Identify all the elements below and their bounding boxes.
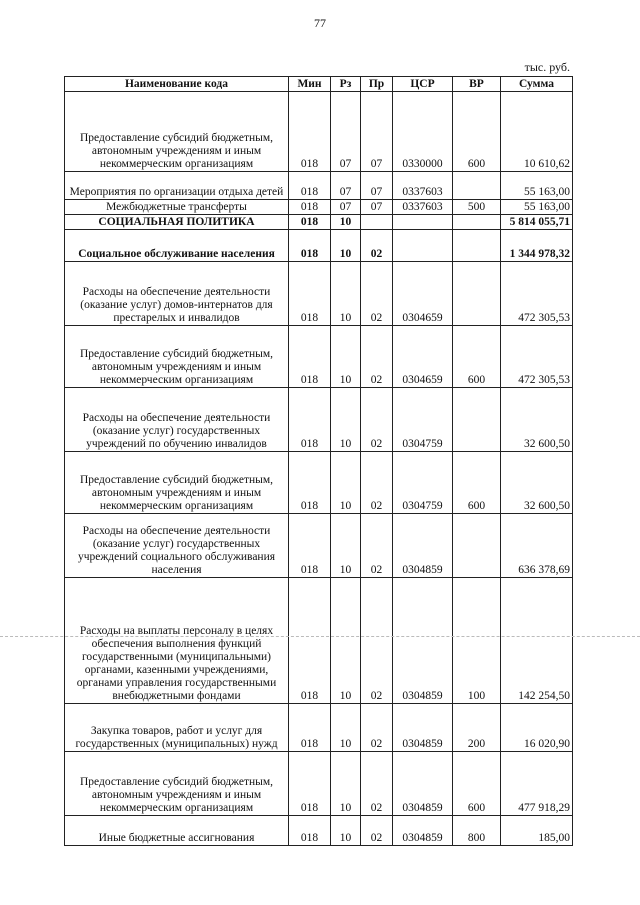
row-vr: 600 (453, 452, 501, 514)
table-row (65, 752, 573, 816)
row-vr (453, 230, 501, 262)
row-vr: 500 (453, 200, 501, 215)
row-sum: 1 344 978,32 (501, 230, 573, 262)
table-row (65, 200, 573, 215)
table-row (65, 514, 573, 578)
table-row (65, 816, 573, 846)
row-min: 018 (289, 514, 331, 578)
header-vr: ВР (453, 77, 501, 92)
row-pr: 02 (361, 704, 393, 752)
row-rz: 10 (331, 452, 361, 514)
row-min: 018 (289, 200, 331, 215)
row-min: 018 (289, 326, 331, 388)
row-min: 018 (289, 172, 331, 200)
row-pr: 02 (361, 262, 393, 326)
row-sum: 32 600,50 (501, 388, 573, 452)
row-name: Расходы на обеспечение деятельности (оказание услуг) государственных учреждений социального обслуживания населения (65, 514, 289, 578)
row-name: Предоставление субсидий бюджетным, автономным учреждениям и иным некоммерческим организациям (65, 752, 289, 816)
row-rz: 10 (331, 230, 361, 262)
row-csr: 0337603 (393, 200, 453, 215)
table-row (65, 326, 573, 388)
header-min: Мин (289, 77, 331, 92)
row-rz: 10 (331, 326, 361, 388)
row-csr: 0330000 (393, 92, 453, 172)
row-sum: 142 254,50 (501, 578, 573, 704)
row-rz: 07 (331, 200, 361, 215)
row-pr (361, 215, 393, 230)
row-name: СОЦИАЛЬНАЯ ПОЛИТИКА (65, 215, 289, 230)
table-row (65, 172, 573, 200)
row-name: Предоставление субсидий бюджетным, автономным учреждениям и иным некоммерческим организациям (65, 452, 289, 514)
row-min: 018 (289, 388, 331, 452)
row-pr: 02 (361, 514, 393, 578)
row-vr: 200 (453, 704, 501, 752)
section-row (65, 215, 573, 230)
row-vr: 600 (453, 326, 501, 388)
row-csr: 0304659 (393, 326, 453, 388)
scan-fold-line (0, 636, 640, 637)
row-rz: 10 (331, 215, 361, 230)
row-csr: 0304859 (393, 752, 453, 816)
row-sum: 55 163,00 (501, 200, 573, 215)
row-csr (393, 215, 453, 230)
row-min: 018 (289, 816, 331, 846)
table-row (65, 578, 573, 704)
row-vr: 600 (453, 92, 501, 172)
row-vr (453, 215, 501, 230)
row-min: 018 (289, 262, 331, 326)
row-pr: 02 (361, 452, 393, 514)
row-pr: 02 (361, 326, 393, 388)
row-sum: 5 814 055,71 (501, 215, 573, 230)
table-row (65, 92, 573, 172)
row-csr: 0304859 (393, 514, 453, 578)
row-vr: 100 (453, 578, 501, 704)
row-csr: 0304859 (393, 578, 453, 704)
row-min: 018 (289, 92, 331, 172)
row-min: 018 (289, 578, 331, 704)
row-name: Иные бюджетные ассигнования (65, 816, 289, 846)
budget-table (64, 76, 573, 846)
row-name: Социальное обслуживание населения (65, 230, 289, 262)
row-name: Закупка товаров, работ и услуг для государственных (муниципальных) нужд (65, 704, 289, 752)
row-sum: 16 020,90 (501, 704, 573, 752)
row-rz: 07 (331, 92, 361, 172)
row-csr: 0304759 (393, 388, 453, 452)
row-pr: 07 (361, 92, 393, 172)
table-row (65, 704, 573, 752)
row-name: Межбюджетные трансферты (65, 200, 289, 215)
row-min: 018 (289, 230, 331, 262)
row-vr: 600 (453, 752, 501, 816)
row-sum: 185,00 (501, 816, 573, 846)
page-number: 77 (314, 16, 326, 30)
row-sum: 477 918,29 (501, 752, 573, 816)
header-name: Наименование кода (65, 77, 289, 92)
row-sum: 10 610,62 (501, 92, 573, 172)
row-pr: 02 (361, 230, 393, 262)
row-csr (393, 230, 453, 262)
row-name: Мероприятия по организации отдыха детей (65, 172, 289, 200)
row-csr: 0304759 (393, 452, 453, 514)
row-min: 018 (289, 704, 331, 752)
header-rz: Рз (331, 77, 361, 92)
row-pr: 02 (361, 816, 393, 846)
row-pr: 02 (361, 388, 393, 452)
table-row (65, 262, 573, 326)
table-row (65, 452, 573, 514)
row-pr: 07 (361, 172, 393, 200)
header-pr: Пр (361, 77, 393, 92)
row-rz: 10 (331, 704, 361, 752)
table-row (65, 388, 573, 452)
row-rz: 10 (331, 752, 361, 816)
row-min: 018 (289, 452, 331, 514)
row-rz: 07 (331, 172, 361, 200)
row-sum: 636 378,69 (501, 514, 573, 578)
row-csr: 0304659 (393, 262, 453, 326)
row-pr: 02 (361, 752, 393, 816)
row-csr: 0304859 (393, 816, 453, 846)
header-sum: Сумма (501, 77, 573, 92)
row-vr (453, 172, 501, 200)
row-sum: 472 305,53 (501, 262, 573, 326)
row-name: Предоставление субсидий бюджетным, автономным учреждениям и иным некоммерческим организациям (65, 92, 289, 172)
row-name: Расходы на обеспечение деятельности (оказание услуг) домов-интернатов для престарелых и инвалидов (65, 262, 289, 326)
row-min: 018 (289, 215, 331, 230)
table-header-row (65, 77, 573, 92)
row-min: 018 (289, 752, 331, 816)
units-label: тыс. руб. (524, 60, 570, 74)
row-name: Расходы на выплаты персоналу в целях обеспечения выполнения функций государственными (муниципальными) органами, казенными учреждениями, органами управления государственными внебюджетными фондами (65, 578, 289, 704)
row-rz: 10 (331, 816, 361, 846)
row-sum: 472 305,53 (501, 326, 573, 388)
row-csr: 0337603 (393, 172, 453, 200)
row-vr (453, 514, 501, 578)
row-pr: 07 (361, 200, 393, 215)
row-vr: 800 (453, 816, 501, 846)
header-csr: ЦСР (393, 77, 453, 92)
row-rz: 10 (331, 578, 361, 704)
row-vr (453, 262, 501, 326)
row-sum: 55 163,00 (501, 172, 573, 200)
row-name: Расходы на обеспечение деятельности (оказание услуг) государственных учреждений по обучению инвалидов (65, 388, 289, 452)
row-rz: 10 (331, 388, 361, 452)
row-pr: 02 (361, 578, 393, 704)
row-rz: 10 (331, 262, 361, 326)
row-sum: 32 600,50 (501, 452, 573, 514)
row-rz: 10 (331, 514, 361, 578)
subsection-row (65, 230, 573, 262)
row-csr: 0304859 (393, 704, 453, 752)
row-vr (453, 388, 501, 452)
row-name: Предоставление субсидий бюджетным, автономным учреждениям и иным некоммерческим организациям (65, 326, 289, 388)
